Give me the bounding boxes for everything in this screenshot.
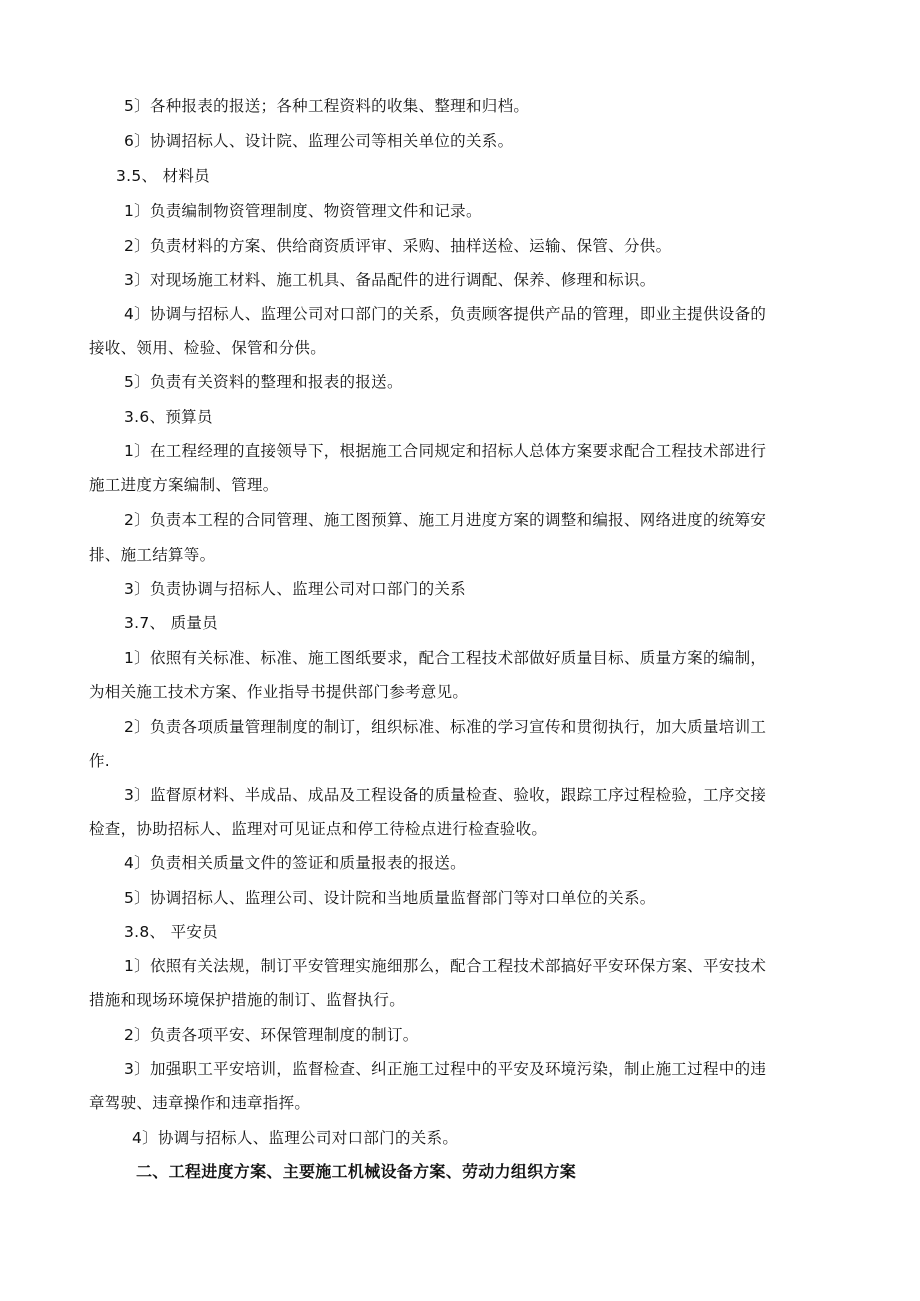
text-line: 5〕各种报表的报送；各种工程资料的收集、整理和归档。 [124, 97, 530, 115]
text-line: 2〕负责各项平安、环保管理制度的制订。 [124, 1026, 419, 1044]
section-heading: 3.5、 材料员 [116, 167, 210, 185]
chapter-heading: 二、工程进度方案、主要施工机械设备方案、劳动力组织方案 [136, 1162, 577, 1181]
text-line: 1〕负责编制物资管理制度、物资管理文件和记录。 [124, 202, 482, 220]
text-line: 作. [89, 752, 111, 770]
text-line: 1〕依照有关标准、标准、施工图纸要求，配合工程技术部做好质量目标、质量方案的编制， [124, 649, 767, 667]
text-line: 1〕在工程经理的直接领导下，根据施工合同规定和招标人总体方案要求配合工程技术部进行 [124, 442, 767, 460]
text-line: 措施和现场环境保护措施的制订、监督执行。 [89, 991, 406, 1009]
text-line: 3〕负责协调与招标人、监理公司对口部门的关系 [124, 580, 466, 598]
text-line: 接收、领用、检验、保管和分供。 [89, 339, 327, 357]
text-line: 5〕负责有关资料的整理和报表的报送。 [124, 373, 403, 391]
text-line: 施工进度方案编制、管理。 [89, 476, 279, 494]
text-line: 检查，协助招标人、监理对可见证点和停工待检点进行检查验收。 [89, 820, 548, 838]
text-line: 6〕协调招标人、设计院、监理公司等相关单位的关系。 [124, 132, 514, 150]
text-line: 1〕依照有关法规，制订平安管理实施细那么，配合工程技术部搞好平安环保方案、平安技术 [124, 957, 767, 975]
text-line: 4〕协调与招标人、监理公司对口部门的关系，负责顾客提供产品的管理，即业主提供设备的 [124, 305, 767, 323]
text-line: 4〕负责相关质量文件的签证和质量报表的报送。 [124, 854, 466, 872]
text-line: 5〕协调招标人、监理公司、设计院和当地质量监督部门等对口单位的关系。 [124, 889, 656, 907]
text-line: 3〕对现场施工材料、施工机具、备品配件的进行调配、保养、修理和标识。 [124, 271, 656, 289]
section-heading: 3.7、 质量员 [124, 614, 218, 632]
text-line: 2〕负责材料的方案、供给商资质评审、采购、抽样送检、运输、保管、分供。 [124, 237, 672, 255]
text-line: 排、施工结算等。 [89, 546, 216, 564]
text-line: 章驾驶、违章操作和违章指挥。 [89, 1094, 311, 1112]
section-heading: 3.6、预算员 [124, 408, 213, 426]
text-line: 2〕负责各项质量管理制度的制订，组织标准、标准的学习宣传和贯彻执行，加大质量培训工 [124, 718, 767, 736]
text-line: 2〕负责本工程的合同管理、施工图预算、施工月进度方案的调整和编报、网络进度的统筹安 [124, 511, 767, 529]
text-line: 3〕监督原材料、半成品、成品及工程设备的质量检查、验收，跟踪工序过程检验，工序交接 [124, 786, 767, 804]
text-line: 为相关施工技术方案、作业指导书提供部门参考意见。 [89, 683, 469, 701]
text-line: 4〕协调与招标人、监理公司对口部门的关系。 [132, 1129, 459, 1147]
section-heading: 3.8、 平安员 [124, 923, 218, 941]
text-line: 3〕加强职工平安培训，监督检查、纠正施工过程中的平安及环境污染，制止施工过程中的违 [124, 1060, 767, 1078]
